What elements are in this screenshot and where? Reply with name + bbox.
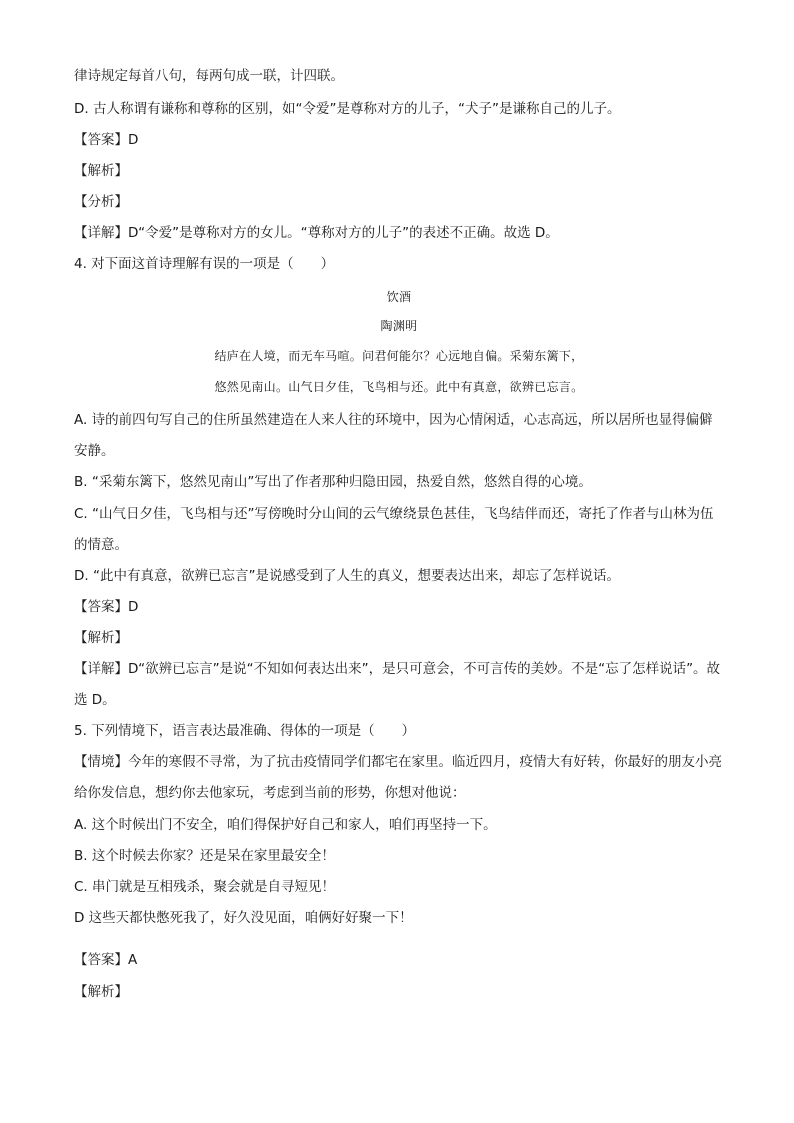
option-c: C. “山气日夕佳，飞鸟相与还”写傍晚时分山间的云气缭绕景色甚佳，飞鸟结伴而还，寄托了作者与山林为伍的情意。 xyxy=(74,506,714,553)
detail-text: 【详解】D“令爱”是尊称对方的女儿。“尊称对方的儿子”的表述不正确。故选 D。 xyxy=(74,225,559,241)
question-5: 5. 下列情境下，语言表达最准确、得体的一项是（ ） xyxy=(74,723,416,739)
option-b: B. “采菊东篱下，悠然见南山”写出了作者那种归隐田园，热爱自然，悠然自得的心境。 xyxy=(74,474,592,490)
option-d-2: D. “此中有真意，欲辨已忘言”是说感受到了人生的真义，想要表达出来，却忘了怎样说话。 xyxy=(74,568,620,584)
poem-author: 陶渊明 xyxy=(380,319,418,333)
poem-line-2: 悠然见南山。山气日夕佳，飞鸟相与还。此中有真意，欲辨已忘言。 xyxy=(214,380,584,394)
poem-line-1: 结庐在人境，而无车马喧。问君何能尔？心远地自偏。采菊东篱下， xyxy=(214,349,584,363)
scenario-text: 【情境】今年的寒假不寻常，为了抗击疫情同学们都宅在家里。临近四月，疫情大有好转，你最好的朋友小亮给你发信息，想约你去他家玩，考虑到当前的形势，你想对他说： xyxy=(74,754,722,801)
q5-option-d: D 这些天都快憋死我了，好久没见面，咱俩好好聚一下！ xyxy=(74,910,413,926)
q5-option-a: A. 这个时候出门不安全，咱们得保护好自己和家人，咱们再坚持一下。 xyxy=(74,817,497,833)
answer-label-2: 【答案】D xyxy=(74,599,139,615)
answer-label-3: 【答案】A xyxy=(74,952,138,968)
answer-label: 【答案】D xyxy=(74,132,139,148)
fenxi-label: 【分析】 xyxy=(74,194,128,210)
poem-title: 饮酒 xyxy=(386,290,412,304)
question-4: 4. 对下面这首诗理解有误的一项是（ ） xyxy=(74,256,335,272)
analysis-label-2: 【解析】 xyxy=(74,630,128,646)
option-d: D. 古人称谓有谦称和尊称的区别，如“令爱”是尊称对方的儿子，“犬子”是谦称自己的儿子。 xyxy=(74,101,621,117)
option-a: A. 诗的前四句写自己的住所虽然建造在人来人往的环境中，因为心情闲适，心志高远，所以居所也显得偏僻安静。 xyxy=(74,412,713,459)
analysis-label-3: 【解析】 xyxy=(74,984,128,1000)
analysis-label: 【解析】 xyxy=(74,163,128,179)
q5-option-b: B. 这个时候去你家？还是呆在家里最安全！ xyxy=(74,848,335,864)
q5-option-c: C. 串门就是互相残杀，聚会就是自寻短见！ xyxy=(74,879,336,895)
detail-text-2: 【详解】D“欲辨已忘言”是说“不知如何表达出来”，是只可意会，不可言传的美妙。不是“忘了怎样说话”。故选 D。 xyxy=(74,661,721,708)
text-line: 律诗规定每首八句，每两句成一联，计四联。 xyxy=(74,68,344,84)
